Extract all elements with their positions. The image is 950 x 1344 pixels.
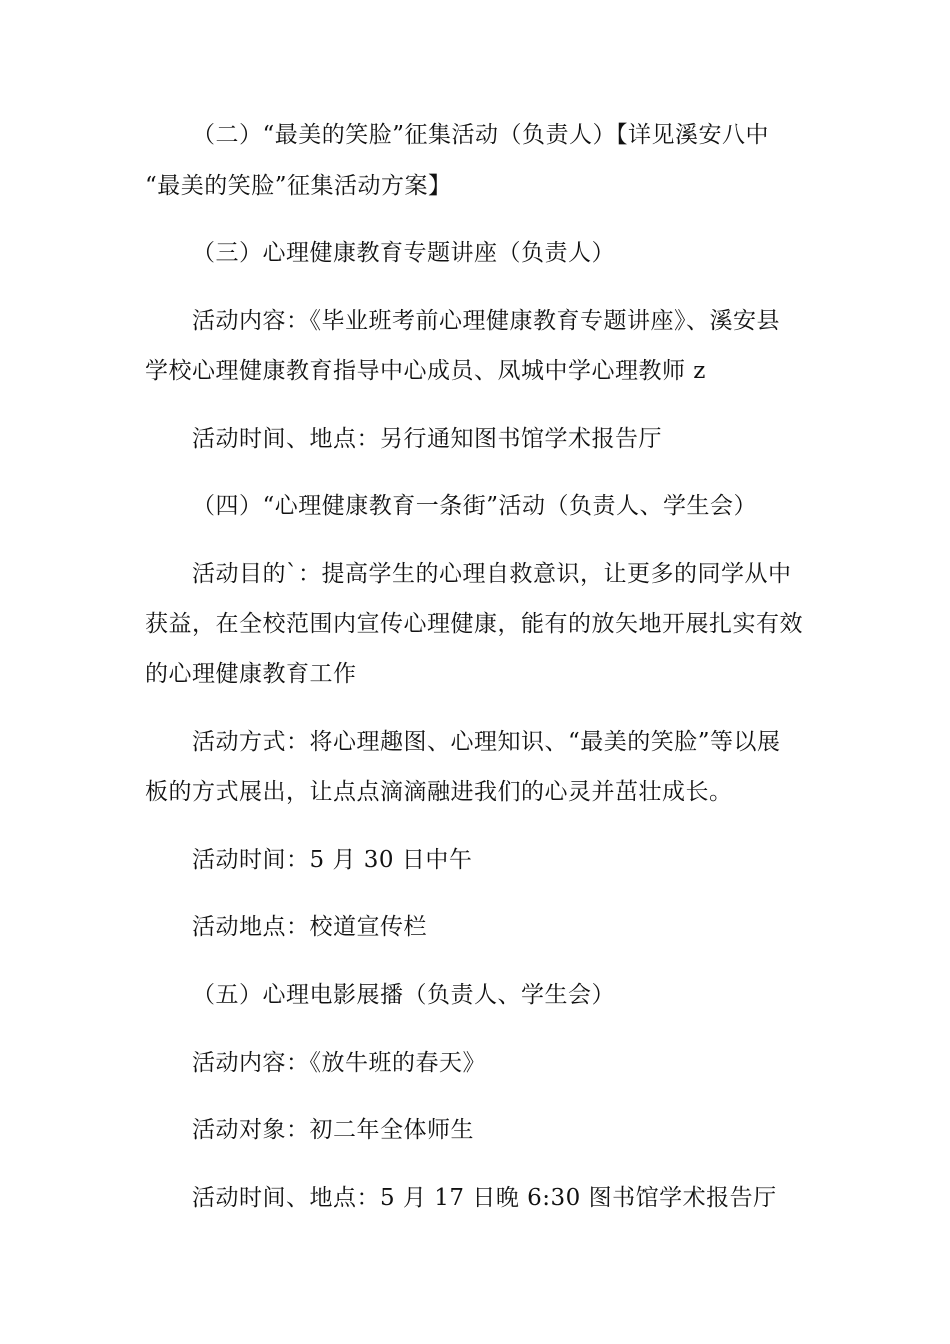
movie-content: 活动内容：《放牛班的春天》 bbox=[192, 1050, 486, 1076]
lecture-content-line-1: 活动内容：《毕业班考前心理健康教育专题讲座》、溪安县 bbox=[192, 308, 780, 334]
street-method-line-1: 活动方式：将心理趣图、心理知识、“最美的笑脸”等以展 bbox=[192, 729, 781, 755]
street-time: 活动时间：5 月 30 日中午 bbox=[192, 847, 473, 873]
street-purpose-line-3: 的心理健康教育工作 bbox=[145, 661, 357, 687]
lecture-time-place: 活动时间、地点：另行通知图书馆学术报告厅 bbox=[192, 426, 662, 452]
section-2-heading-line-2: “最美的笑脸”征集活动方案】 bbox=[145, 173, 452, 199]
street-purpose-line-1: 活动目的`：提高学生的心理自救意识，让更多的同学从中 bbox=[192, 561, 792, 587]
street-purpose-line-2: 获益，在全校范围内宣传心理健康，能有的放矢地开展扎实有效 bbox=[145, 611, 803, 637]
section-4-heading: （四）“心理健康教育一条街”活动（负责人、学生会） bbox=[192, 493, 758, 519]
section-3-heading: （三）心理健康教育专题讲座（负责人） bbox=[192, 240, 615, 266]
movie-time-place: 活动时间、地点：5 月 17 日晚 6:30 图书馆学术报告厅 bbox=[192, 1185, 777, 1211]
movie-audience: 活动对象：初二年全体师生 bbox=[192, 1117, 474, 1143]
street-place: 活动地点：校道宣传栏 bbox=[192, 914, 427, 940]
lecture-content-line-2: 学校心理健康教育指导中心成员、凤城中学心理教师 z bbox=[145, 358, 706, 384]
street-method-line-2: 板的方式展出，让点点滴滴融进我们的心灵并茁壮成长。 bbox=[145, 779, 733, 805]
section-2-heading-line-1: （二）“最美的笑脸”征集活动（负责人）【详见溪安八中 bbox=[192, 122, 770, 148]
section-5-heading: （五）心理电影展播（负责人、学生会） bbox=[192, 982, 615, 1008]
